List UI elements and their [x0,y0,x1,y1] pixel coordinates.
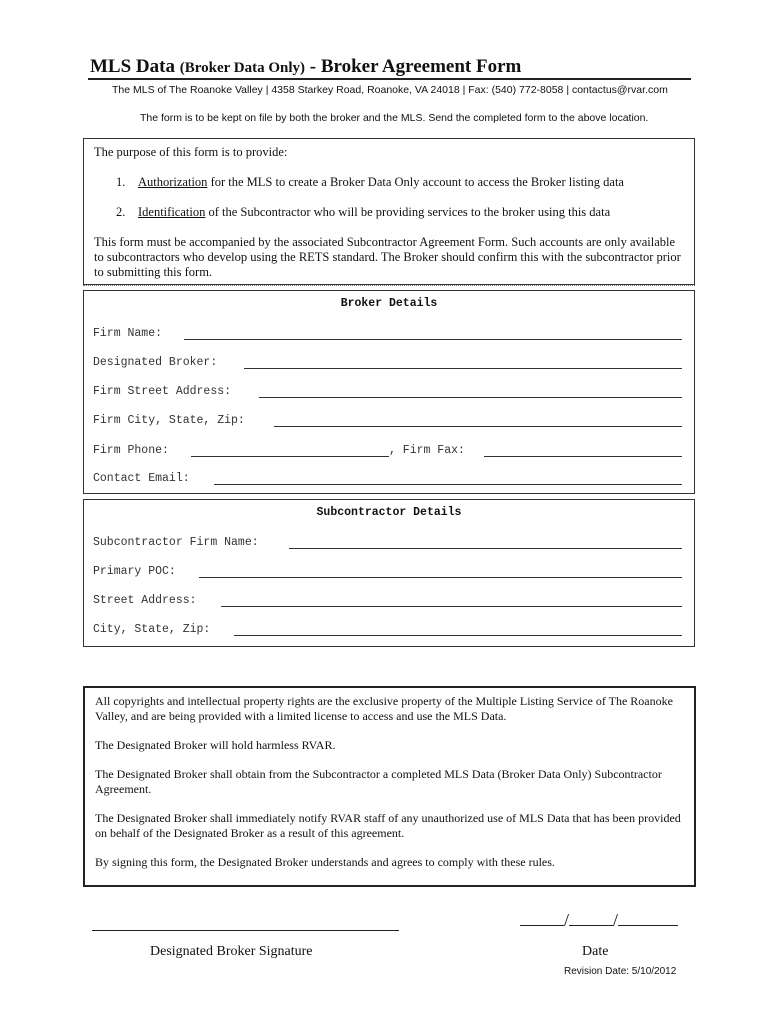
primary-poc-field[interactable] [199,577,682,578]
purpose-item-number: 1. [116,175,126,189]
purpose-intro: The purpose of this form is to provide: [94,145,288,159]
designated-broker-field[interactable] [244,368,682,369]
signature-field[interactable] [92,930,399,931]
street-address-label: Street Address: [93,594,197,607]
purpose-item-text: of the Subcontractor who will be providing services to the broker using this data [205,205,611,219]
firm-name-label: Firm Name: [93,327,163,340]
purpose-item-1 [94,175,684,190]
date-label: Date [582,944,609,959]
rule-subcontractor-agreement: The Designated Broker shall obtain from the Subcontractor a completed MLS Data (Broker Data Only) Subcontractor Agreement. [95,767,662,796]
section-divider [83,285,695,286]
broker-details-heading: Broker Details [340,297,438,310]
firm-fax-label: , Firm Fax: [389,444,465,457]
rule-notify-staff: The Designated Broker shall immediately notify RVAR staff of any unauthorized use of MLS Data that has been provided on behalf of the Designated Broker as a result of this agreement. [95,811,681,840]
subcontractor-details-heading: Subcontractor Details [316,506,462,519]
purpose-item-term: Authorization [138,175,208,189]
title-paren: (Broker Data Only) [179,60,306,76]
primary-poc-label: Primary POC: [93,565,176,578]
rule-compliance: By signing this form, the Designated Broker understands and agrees to comply with these rules. [95,855,555,869]
firm-city-state-zip-field[interactable] [274,426,682,427]
contact-email-field[interactable] [214,484,682,485]
signature-label: Designated Broker Signature [150,944,313,959]
purpose-paragraph: This form must be accompanied by the associated Subcontractor Agreement Form. Such accounts are only available to subcontractors who develop using the RETS standard. The Broker should confirm this with the subcontractor prior to submitting this form. [94,235,681,279]
subcontractor-firm-name-label: Subcontractor Firm Name: [93,536,259,549]
contact-email-label: Contact Email: [93,472,190,485]
city-state-zip-field[interactable] [234,635,682,636]
title-rest: - Broker Agreement Form [309,56,522,77]
date-year-line [618,925,678,926]
rules-box [83,686,696,887]
firm-fax-field[interactable] [484,456,682,457]
date-separator: / [613,910,619,930]
purpose-item-term: Identification [138,205,206,219]
rule-copyright: All copyrights and intellectual property rights are the exclusive property of the Multiple Listing Service of The Roanoke Valley, and are being provided with a limited license to access and use the MLS Data. [95,694,673,723]
title-rule [88,78,691,80]
designated-broker-label: Designated Broker: [93,356,218,369]
firm-phone-field[interactable] [191,456,389,457]
rule-hold-harmless: The Designated Broker will hold harmless RVAR. [95,738,336,752]
broker-details-box [83,290,695,494]
date-field[interactable] [520,910,678,931]
date-separator: / [564,910,570,930]
street-address-field[interactable] [221,606,682,607]
revision-date: Revision Date: 5/10/2012 [564,966,677,977]
firm-name-field[interactable] [184,339,682,340]
subcontractor-details-box [83,499,695,647]
form-title [90,56,521,78]
firm-street-address-field[interactable] [259,397,682,398]
form-note: The form is to be kept on file by both the broker and the MLS. Send the completed form to the above location. [140,112,649,124]
purpose-item-2 [94,205,684,220]
date-month-line [520,925,564,926]
title-main: MLS Data [90,56,175,77]
purpose-item-text: for the MLS to create a Broker Data Only account to access the Broker listing data [207,175,624,189]
firm-street-address-label: Firm Street Address: [93,385,232,398]
purpose-item-number: 2. [116,205,126,219]
subcontractor-firm-name-field[interactable] [289,548,682,549]
purpose-box [83,138,695,285]
firm-phone-label: Firm Phone: [93,444,169,457]
city-state-zip-label: City, State, Zip: [93,623,211,636]
contact-line: The MLS of The Roanoke Valley | 4358 Starkey Road, Roanoke, VA 24018 | Fax: (540) 772-8058 | contactus@rvar.com [112,84,668,96]
firm-city-state-zip-label: Firm City, State, Zip: [93,414,245,427]
date-day-line [569,925,613,926]
